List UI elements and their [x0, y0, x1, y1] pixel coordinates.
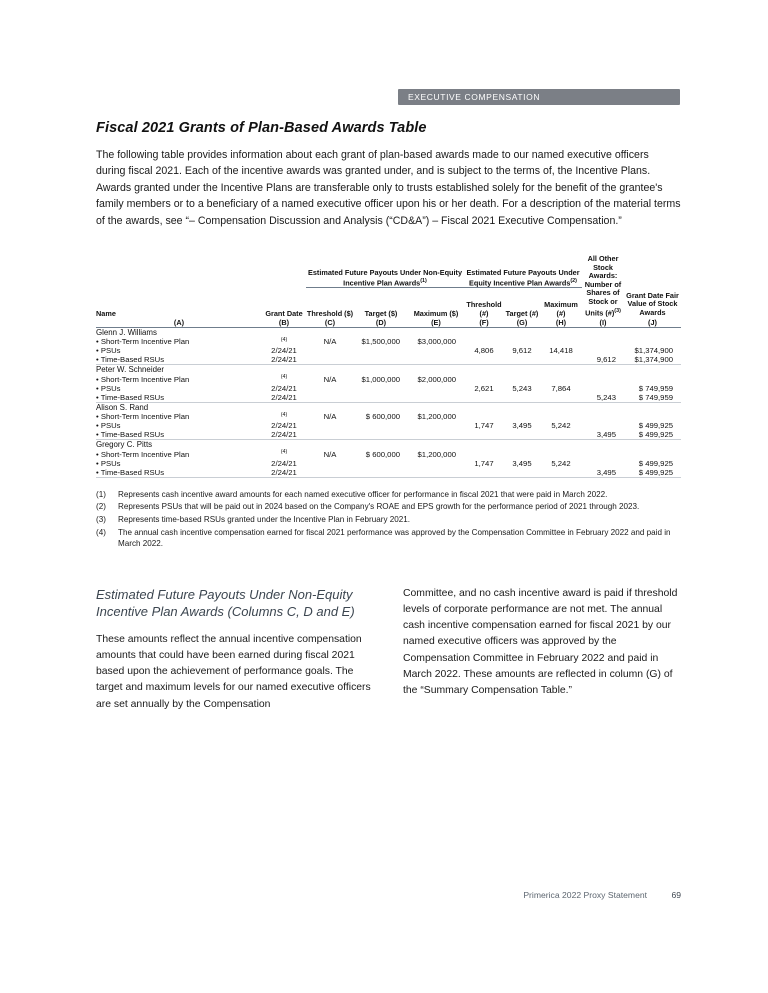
row-fair-value: $ 499,925: [638, 421, 673, 431]
row-ne-maximum: [408, 459, 464, 468]
row-ne-maximum: $2,000,000: [417, 374, 456, 384]
row-eq-target: [504, 355, 540, 365]
row-eq-maximum: 14,418: [549, 346, 573, 356]
row-label: • PSUs: [96, 458, 121, 468]
row-eq-threshold: 2,621: [474, 383, 494, 393]
letter-d: (D): [354, 318, 408, 328]
row-ne-threshold: [306, 421, 354, 430]
footnote-item: [96, 489, 681, 501]
table-row: [96, 449, 681, 459]
row-eq-threshold: [464, 468, 504, 478]
footnote-marker: (1): [96, 489, 106, 499]
row-fair-value: $ 749,959: [638, 383, 673, 393]
row-eq-maximum: [540, 393, 582, 403]
row-fair-value: $1,374,900: [624, 355, 681, 365]
row-eq-target: [504, 412, 540, 422]
row-ne-maximum: [408, 468, 464, 478]
row-ne-threshold: N/A: [323, 337, 337, 347]
row-fair-value: [624, 337, 681, 347]
footnote-marker: (2): [96, 502, 106, 512]
table-row: [96, 393, 681, 403]
row-label: • PSUs: [96, 421, 121, 431]
row-ne-target: [354, 430, 408, 440]
row-ne-threshold: N/A: [323, 412, 337, 422]
row-grant-date: 2/24/21: [262, 468, 306, 478]
row-eq-target: 3,495: [512, 458, 532, 468]
row-eq-maximum: 5,242: [551, 458, 571, 468]
table-row: [96, 421, 681, 430]
row-grant-date: 2/24/21: [271, 346, 297, 356]
row-eq-target: [504, 449, 540, 459]
row-eq-threshold: 1,747: [474, 421, 494, 431]
row-eq-threshold: 1,747: [474, 458, 494, 468]
table-row: [96, 337, 681, 347]
page-number: 69: [671, 890, 681, 900]
row-other-stock: [582, 374, 624, 384]
row-grant-date: 2/24/21: [262, 355, 306, 365]
footnote-text: The annual cash incentive compensation earned for fiscal 2021 performance was approved by the Compensation Committee in February 2022 and paid in March 2022.: [118, 527, 671, 549]
row-ne-target: [354, 421, 408, 430]
letter-j: (J): [624, 318, 681, 328]
row-label: • Short-Term Incentive Plan: [96, 337, 190, 347]
row-grant-date: 2/24/21: [262, 430, 306, 440]
row-ne-maximum: $1,200,000: [417, 412, 456, 422]
row-eq-threshold: 4,806: [474, 346, 494, 356]
table-group-header-row: [96, 255, 681, 287]
row-ne-target: $ 600,000: [365, 412, 400, 422]
right-column: [403, 586, 680, 713]
table-row: [96, 468, 681, 478]
row-fair-value: $ 499,925: [624, 468, 681, 478]
row-ne-target: [354, 459, 408, 468]
row-ne-maximum: [408, 421, 464, 430]
row-label: • Time-Based RSUs: [96, 393, 262, 403]
page-footer: [96, 890, 681, 900]
row-other-stock: 9,612: [582, 355, 624, 365]
column-header-grant-date-fair-value: Grant Date Fair Value of Stock Awards: [626, 290, 679, 318]
row-label: • PSUs: [96, 346, 121, 356]
footnote-marker: (4): [96, 527, 106, 537]
row-fair-value: [624, 412, 681, 422]
row-ne-threshold: N/A: [323, 449, 337, 459]
table-row: [96, 384, 681, 393]
row-eq-target: [504, 393, 540, 403]
column-header-name: Name: [96, 308, 116, 318]
row-other-stock: [582, 412, 624, 422]
row-eq-maximum: [540, 355, 582, 365]
table-row: [96, 374, 681, 384]
row-other-stock: 5,243: [582, 393, 624, 403]
row-ne-maximum: $3,000,000: [417, 337, 456, 347]
running-header-band: [398, 89, 680, 105]
row-fair-value: $ 749,959: [624, 393, 681, 403]
row-other-stock: [582, 337, 624, 347]
page-content: [96, 120, 681, 713]
footnote-text: Represents PSUs that will be paid out in 2024 based on the Company's ROAE and EPS growth for the performance period of 2021 through 2023.: [118, 502, 640, 512]
column-header-ne-threshold: Threshold ($): [306, 308, 354, 318]
column-header-eq-threshold: Threshold (#): [466, 299, 502, 318]
table-letter-row: [96, 318, 681, 328]
row-ne-target: [354, 393, 408, 403]
row-grant-date: (4): [280, 336, 288, 343]
row-eq-target: 9,612: [512, 346, 532, 356]
row-eq-target: 5,243: [512, 383, 532, 393]
column-header-ne-maximum: Maximum ($): [413, 308, 459, 318]
exec-name: Glenn J. Williams: [96, 327, 157, 337]
letter-c: (C): [306, 318, 354, 328]
row-ne-maximum: [408, 430, 464, 440]
row-ne-target: $ 600,000: [365, 449, 400, 459]
right-column-paragraph: Committee, and no cash incentive award is paid if threshold levels of corporate performance are not met. The annual cash incentive compensation earned for fiscal 2021 by our named executive officers was approved by the Compensation Committee in February 2022 and paid in March 2022. These amounts are reflected in column (G) of the “Summary Compensation Table.”: [403, 587, 678, 697]
left-column-paragraph: These amounts reflect the annual incentive compensation amounts that could have been earned during fiscal 2021 based upon the achievement of performance goals. The target and maximum levels for our named executive officers are set annually by the Compensation: [96, 633, 371, 710]
exec-name: Alison S. Rand: [96, 402, 149, 412]
exec-name: Gregory C. Pitts: [96, 440, 153, 450]
two-column-section: [96, 586, 681, 713]
group-header-non-equity: Estimated Future Payouts Under Non-Equity Incentive Plan Awards$^{(1)}$: [306, 255, 464, 287]
row-ne-target: [354, 346, 408, 355]
row-eq-maximum: [540, 430, 582, 440]
table-exec-row: [96, 402, 681, 412]
row-eq-threshold: [464, 374, 504, 384]
row-other-stock: [582, 384, 624, 393]
footnote-item: [96, 501, 681, 513]
table-row: [96, 430, 681, 440]
footer-source: Primerica 2022 Proxy Statement: [523, 890, 648, 900]
footnote-text: Represents cash incentive award amounts for each named executive officer for performance in fiscal 2021 that were paid in March 2022.: [118, 489, 608, 499]
row-ne-maximum: [408, 355, 464, 365]
exec-name: Peter W. Schneider: [96, 365, 164, 375]
row-eq-maximum: [540, 449, 582, 459]
table-exec-row: [96, 327, 681, 337]
row-fair-value: $ 499,925: [638, 458, 673, 468]
row-eq-maximum: [540, 468, 582, 478]
subsection-title: Estimated Future Payouts Under Non-Equity Incentive Plan Awards (Columns C, D and E): [96, 586, 355, 619]
column-header-eq-target: Target (#): [505, 308, 539, 318]
row-ne-maximum: [408, 384, 464, 393]
row-label: • Short-Term Incentive Plan: [96, 449, 190, 459]
row-ne-maximum: [408, 393, 464, 403]
page-title: Fiscal 2021 Grants of Plan-Based Awards Table: [96, 120, 427, 136]
row-label: • Short-Term Incentive Plan: [96, 374, 190, 384]
row-other-stock: 3,495: [582, 468, 624, 478]
letter-e: (E): [408, 318, 464, 328]
row-ne-threshold: [306, 355, 354, 365]
column-header-eq-maximum: Maximum (#): [544, 299, 578, 318]
row-label: • Short-Term Incentive Plan: [96, 412, 190, 422]
column-header-ne-target: Target ($): [364, 308, 398, 318]
letter-a: (A): [96, 318, 262, 328]
row-ne-target: $1,500,000: [361, 337, 400, 347]
row-eq-target: [504, 468, 540, 478]
row-fair-value: $1,374,900: [634, 346, 673, 356]
row-grant-date: (4): [280, 411, 288, 418]
row-label: • PSUs: [96, 383, 121, 393]
row-ne-target: $1,000,000: [361, 374, 400, 384]
letter-i: (I): [582, 318, 624, 328]
row-eq-threshold: [464, 449, 504, 459]
row-grant-date: (4): [280, 374, 288, 381]
table-row: [96, 346, 681, 355]
table-row: [96, 412, 681, 422]
row-grant-date: 2/24/21: [271, 421, 297, 431]
row-fair-value: $ 499,925: [624, 430, 681, 440]
row-label: • Time-Based RSUs: [96, 430, 262, 440]
row-label: • Time-Based RSUs: [96, 468, 262, 478]
letter-h: (H): [540, 318, 582, 328]
row-eq-threshold: [464, 412, 504, 422]
row-other-stock: [582, 459, 624, 468]
table-exec-row: [96, 440, 681, 450]
row-grant-date: 2/24/21: [271, 383, 297, 393]
running-header-label: EXECUTIVE COMPENSATION: [408, 92, 541, 102]
letter-f: (F): [464, 318, 504, 328]
row-ne-maximum: [408, 346, 464, 355]
footnote-marker: (3): [96, 515, 106, 525]
table-row: [96, 459, 681, 468]
row-ne-threshold: [306, 393, 354, 403]
row-eq-threshold: [464, 393, 504, 403]
footnote-item: [96, 514, 681, 526]
row-fair-value: [624, 374, 681, 384]
row-other-stock: [582, 421, 624, 430]
grants-of-plan-based-awards-table: [96, 255, 681, 478]
column-header-grant-date: Grant Date: [265, 308, 303, 318]
row-eq-threshold: [464, 337, 504, 347]
row-ne-threshold: [306, 384, 354, 393]
row-grant-date: (4): [280, 449, 288, 456]
row-other-stock: 3,495: [582, 430, 624, 440]
row-eq-maximum: 7,864: [551, 383, 571, 393]
row-ne-target: [354, 355, 408, 365]
row-ne-threshold: [306, 430, 354, 440]
row-eq-threshold: [464, 430, 504, 440]
row-eq-target: [504, 430, 540, 440]
row-eq-maximum: 5,242: [551, 421, 571, 431]
row-grant-date: 2/24/21: [262, 393, 306, 403]
row-ne-threshold: [306, 468, 354, 478]
row-eq-maximum: [540, 374, 582, 384]
footnotes: [96, 489, 681, 550]
row-ne-target: [354, 468, 408, 478]
group-header-equity: Estimated Future Payouts Under Equity Incentive Plan Awards$^{(2)}$: [464, 255, 582, 287]
table-row: [96, 355, 681, 365]
row-fair-value: [624, 449, 681, 459]
row-eq-threshold: [464, 355, 504, 365]
row-label: • Time-Based RSUs: [96, 355, 262, 365]
letter-b: (B): [262, 318, 306, 328]
table-exec-row: [96, 365, 681, 375]
row-eq-target: 3,495: [512, 421, 532, 431]
row-other-stock: [582, 346, 624, 355]
row-other-stock: [582, 449, 624, 459]
row-ne-threshold: N/A: [323, 374, 337, 384]
row-ne-threshold: [306, 459, 354, 468]
row-eq-target: [504, 374, 540, 384]
row-eq-target: [504, 337, 540, 347]
row-eq-maximum: [540, 412, 582, 422]
footnote-item: [96, 527, 681, 550]
row-grant-date: 2/24/21: [271, 458, 297, 468]
letter-g: (G): [504, 318, 540, 328]
column-header-other-stock-awards: All Other Stock Awards: Number of Shares of Stock or Units (#)$^{(3)}$: [584, 254, 622, 318]
row-ne-target: [354, 384, 408, 393]
row-ne-maximum: $1,200,000: [417, 449, 456, 459]
intro-paragraph: The following table provides information about each grant of plan-based awards made to our named executive officers during fiscal 2021. Each of the incentive awards was granted under, and is subject to the terms of, the Incentive Plans. Awards granted under the Incentive Plans are transferable only to trusts established solely for the benefit of the grantee's family members or to a beneficiary of a named executive officer upon his or her death. For a description of the material terms of the awards, see “– Compensation Discussion and Analysis (“CD&A”) – Fiscal 2021 Executive Compensation.”: [96, 149, 681, 227]
left-column: [96, 586, 373, 713]
row-eq-maximum: [540, 337, 582, 347]
row-ne-threshold: [306, 346, 354, 355]
footnote-text: Represents time-based RSUs granted under the Incentive Plan in February 2021.: [118, 515, 410, 525]
